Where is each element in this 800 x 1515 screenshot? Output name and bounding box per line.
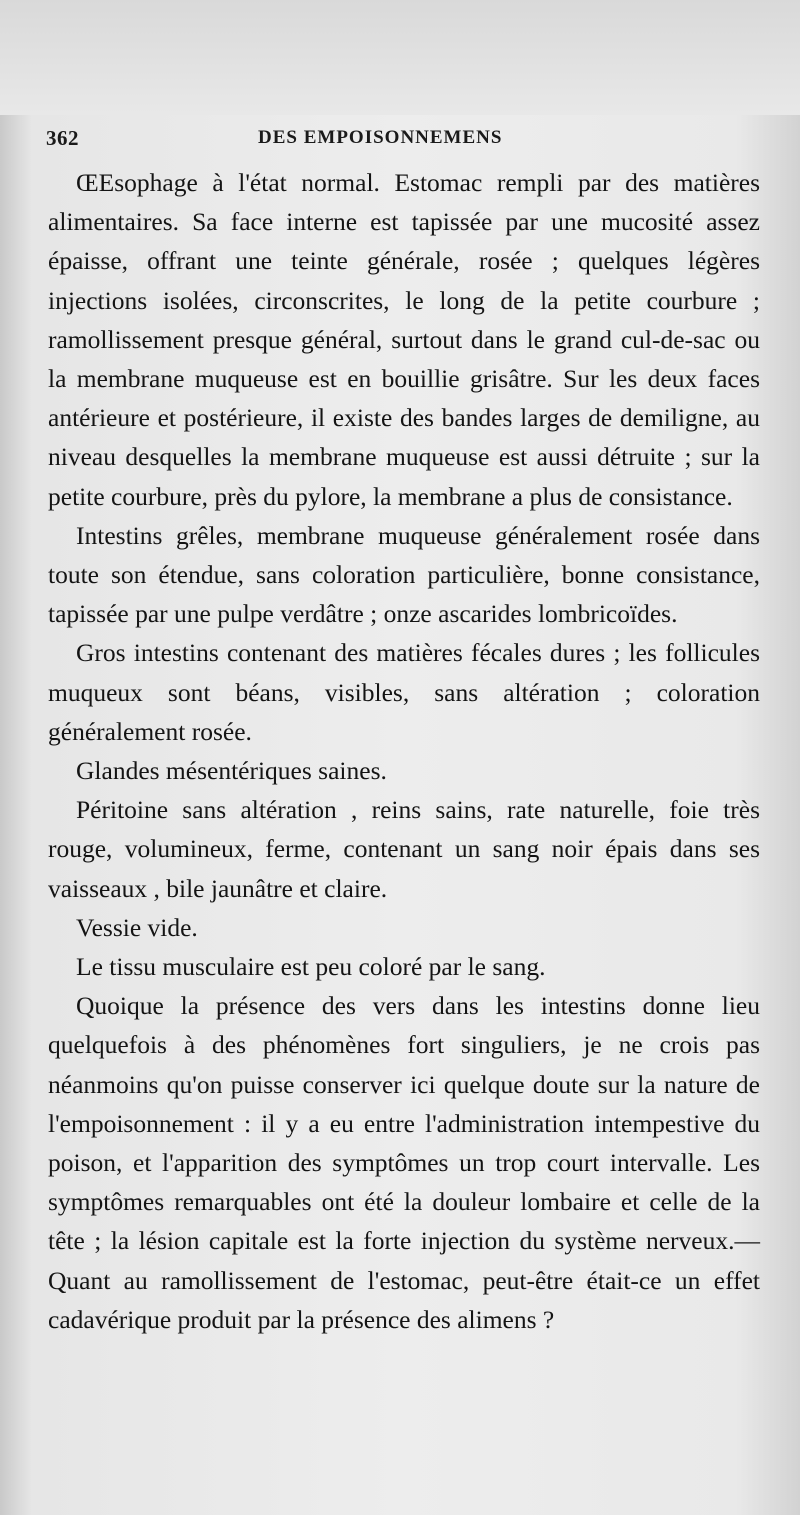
body-text (48, 163, 760, 1339)
paragraph-mesenteric-glands: Glandes mésentériques saines. (76, 756, 387, 786)
paragraph-bladder: Vessie vide. (76, 912, 198, 942)
running-head (46, 126, 760, 156)
paragraph-peritoneum: Péritoine sans altération , reins sains, rate naturelle, foie très rouge, volumineux, ferme, contenant un sang noir épais dans ses vaisseaux , bile jaunâtre et claire. (48, 795, 760, 903)
paragraph-muscle-tissue: Le tissu musculaire est peu coloré par le sang. (76, 952, 546, 982)
paragraph-autopsy-stomach: ŒEsophage à l'état normal. Estomac rempli par des matières alimentaires. Sa face interne est tapissée par une mucosité assez épaisse, offrant une teinte générale, rosée ; quelques légères injections isolées, circonscrites, le long de la petite courbure ; ramollissement presque général, surtout dans le grand cul-de-sac ou la membrane muqueuse est en bouillie grisâtre. Sur les deux faces antérieure et postérieure, il existe des bandes larges de demiligne, au niveau desquelles la membrane muqueuse est aussi détruite ; sur la petite courbure, près du pylore, la membrane a plus de consistance. (48, 168, 760, 511)
paragraph-conclusion: Quoique la présence des vers dans les intestins donne lieu quelquefois à des phénomènes fort singuliers, je ne crois pas néanmoins qu'on puisse conserver ici quelque doute sur la nature de l'empoisonnement : il y a eu entre l'administration intempestive du poison, et l'apparition des symptômes un trop court intervalle. Les symptômes remarquables ont été la douleur lombaire et celle de la tête ; la lésion capitale est la forte injection du système nerveux.— Quant au ramollissement de l'estomac, peut-être était-ce un effet cadavérique produit par la présence des alimens ? (48, 991, 760, 1334)
page-number: 362 (46, 126, 79, 150)
paragraph-small-intestines: Intestins grêles, membrane muqueuse généralement rosée dans toute son étendue, sans coloration particulière, bonne consistance, tapissée par une pulpe verdâtre ; onze ascarides lombricoïdes. (48, 520, 760, 629)
paragraph-large-intestines: Gros intestins contenant des matières fécales dures ; les follicules muqueux sont béans, visibles, sans altération ; coloration généralement rosée. (48, 638, 760, 746)
running-title: DES EMPOISONNEMENS (258, 127, 503, 148)
